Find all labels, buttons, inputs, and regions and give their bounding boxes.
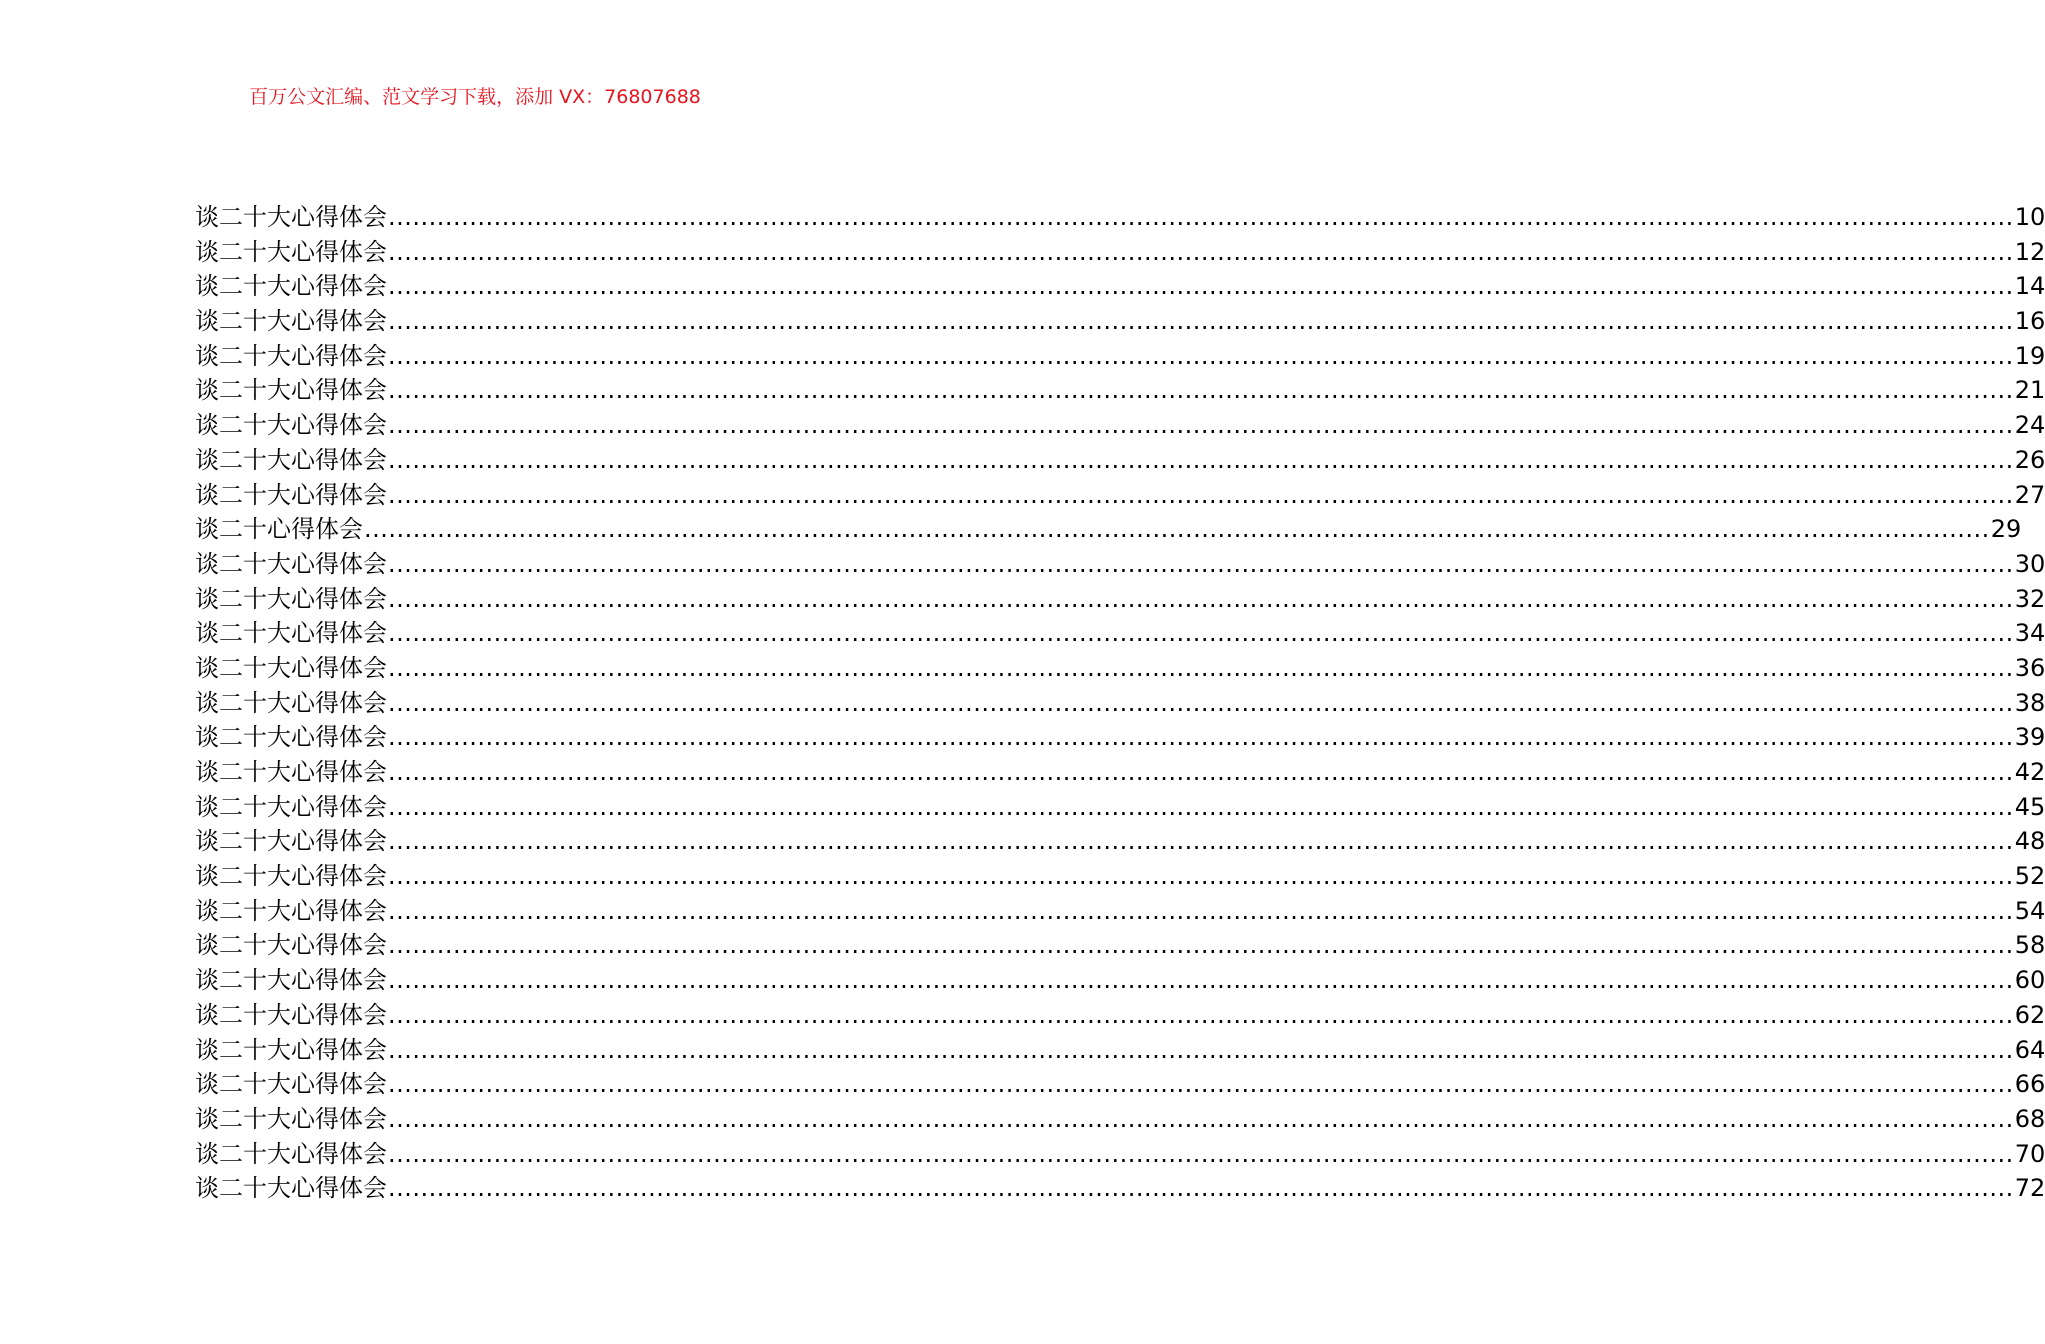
toc-entry-page-number: 48	[2014, 827, 2045, 856]
toc-entry[interactable]	[195, 651, 2045, 686]
toc-dot-leader: ........................................................................................................................................................................................................	[388, 203, 2014, 231]
toc-entry[interactable]	[195, 790, 2045, 825]
toc-entry-title: 谈二十大心得体会	[195, 584, 387, 613]
toc-entry[interactable]	[195, 373, 2045, 408]
toc-entry-title: 谈二十大心得体会	[195, 966, 387, 995]
toc-entry[interactable]	[195, 824, 2045, 859]
toc-entry-page-number: 70	[2014, 1139, 2045, 1168]
toc-dot-leader: ........................................................................................................................................................................................................	[388, 896, 2014, 925]
toc-dot-leader: ........................................................................................................................................................................................................	[388, 584, 2014, 613]
toc-entry[interactable]	[195, 339, 2045, 374]
toc-entry-title: 谈二十大心得体会	[195, 445, 387, 474]
toc-dot-leader: ........................................................................................................................................................................................................	[388, 931, 2014, 960]
toc-entry[interactable]	[195, 859, 2045, 894]
toc-entry-title: 谈二十大心得体会	[195, 619, 387, 648]
toc-dot-leader: ........................................................................................................................................................................................................	[388, 827, 2014, 856]
toc-entry-page-number: 26	[2014, 445, 2045, 474]
toc-entry-title: 谈二十大心得体会	[195, 758, 387, 786]
toc-entry[interactable]	[195, 582, 2045, 617]
toc-dot-leader: ........................................................................................................................................................................................................	[388, 549, 2014, 578]
toc-dot-leader: ........................................................................................................................................................................................................	[388, 1104, 2014, 1133]
toc-entry-page-number: 54	[2014, 896, 2045, 925]
toc-entry-title: 谈二十大心得体会	[195, 688, 387, 717]
toc-entry-title: 谈二十大心得体会	[195, 237, 387, 266]
toc-entry[interactable]	[195, 1067, 2045, 1102]
toc-entry[interactable]	[195, 998, 2045, 1033]
toc-entry-title: 谈二十大心得体会	[195, 411, 387, 440]
toc-entry[interactable]	[195, 235, 2045, 270]
toc-entry-page-number: 58	[2014, 931, 2045, 960]
toc-dot-leader: ........................................................................................................................................................................................................	[388, 480, 2014, 509]
toc-entry[interactable]	[195, 200, 2045, 235]
toc-entry-title: 谈二十大心得体会	[195, 723, 387, 752]
toc-entry[interactable]	[195, 1171, 2045, 1206]
toc-entry[interactable]	[195, 408, 2045, 443]
toc-entry-title: 谈二十大心得体会	[195, 1070, 387, 1099]
toc-entry-title: 谈二十大心得体会	[195, 653, 387, 682]
toc-dot-leader: ........................................................................................................................................................................................................	[388, 1139, 2014, 1168]
toc-entry-title: 谈二十大心得体会	[195, 896, 387, 925]
toc-entry-title: 谈二十大心得体会	[195, 1174, 387, 1203]
toc-entry[interactable]	[195, 720, 2045, 755]
toc-entry-page-number: 29	[1990, 515, 2022, 544]
toc-entry[interactable]	[195, 547, 2045, 582]
toc-entry[interactable]	[195, 1137, 2045, 1172]
toc-entry[interactable]	[195, 269, 2045, 304]
toc-dot-leader: ........................................................................................................................................................................................................	[388, 445, 2014, 474]
toc-entry-title: 谈二十大心得体会	[195, 307, 387, 336]
toc-dot-leader: ........................................................................................................................................................................................................	[388, 341, 2014, 370]
toc-entry-page-number: 14	[2014, 272, 2045, 301]
table-of-contents	[195, 200, 2045, 1206]
toc-entry-title: 谈二十大心得体会	[195, 931, 387, 960]
toc-entry-title: 谈二十大心得体会	[195, 341, 387, 370]
toc-entry[interactable]	[195, 304, 2045, 339]
toc-entry-page-number: 72	[2014, 1174, 2045, 1203]
toc-entry-title: 谈二十大心得体会	[195, 827, 387, 856]
toc-entry-page-number: 19	[2014, 341, 2045, 370]
toc-entry-title: 谈二十大心得体会	[195, 480, 387, 509]
toc-entry-page-number: 24	[2014, 411, 2045, 440]
toc-entry-page-number: 27	[2014, 480, 2045, 509]
toc-dot-leader: ........................................................................................................................................................................................................	[388, 1000, 2014, 1029]
toc-entry-page-number: 64	[2014, 1035, 2045, 1064]
toc-dot-leader: ........................................................................................................................................................................................................	[388, 688, 2014, 717]
toc-dot-leader: ........................................................................................................................................................................................................	[388, 1070, 2014, 1099]
toc-entry-title: 谈二十大心得体会	[195, 1104, 387, 1133]
toc-entry[interactable]	[195, 443, 2045, 478]
toc-entry-page-number: 62	[2014, 1000, 2045, 1029]
toc-entry[interactable]	[195, 928, 2045, 963]
toc-entry-page-number: 68	[2014, 1104, 2045, 1133]
toc-entry-title: 谈二十大心得体会	[195, 792, 387, 821]
toc-entry[interactable]	[195, 755, 2045, 790]
toc-dot-leader: ........................................................................................................................................................................................................	[388, 723, 2014, 752]
toc-entry-title: 谈二十心得体会	[195, 515, 363, 544]
toc-entry-page-number: 42	[2014, 758, 2045, 786]
toc-entry-title: 谈二十大心得体会	[195, 272, 387, 301]
toc-entry[interactable]	[195, 686, 2045, 721]
toc-entry[interactable]	[195, 963, 2045, 998]
toc-entry-title: 谈二十大心得体会	[195, 1000, 387, 1029]
toc-dot-leader: ........................................................................................................................................................................................................	[388, 411, 2014, 440]
toc-entry-title: 谈二十大心得体会	[195, 203, 387, 231]
toc-entry[interactable]	[195, 616, 2045, 651]
toc-dot-leader: ........................................................................................................................................................................................................	[388, 653, 2014, 682]
toc-entry-page-number: 12	[2014, 237, 2045, 266]
toc-entry[interactable]	[195, 1102, 2045, 1137]
toc-dot-leader: ........................................................................................................................................................................................................	[388, 619, 2014, 648]
toc-dot-leader: ........................................................................................................................................................................................................	[364, 515, 1990, 544]
toc-entry-page-number: 34	[2014, 619, 2045, 648]
toc-entry-page-number: 60	[2014, 966, 2045, 995]
toc-dot-leader: ........................................................................................................................................................................................................	[388, 966, 2014, 995]
toc-dot-leader: ........................................................................................................................................................................................................	[388, 792, 2014, 821]
toc-dot-leader: ........................................................................................................................................................................................................	[388, 272, 2014, 301]
toc-entry-page-number: 21	[2014, 376, 2045, 405]
toc-dot-leader: ........................................................................................................................................................................................................	[388, 862, 2014, 891]
toc-dot-leader: ........................................................................................................................................................................................................	[388, 237, 2014, 266]
toc-entry-page-number: 39	[2014, 723, 2045, 752]
toc-entry-title: 谈二十大心得体会	[195, 862, 387, 891]
toc-entry-page-number: 66	[2014, 1070, 2045, 1099]
toc-entry[interactable]	[195, 512, 2022, 547]
toc-entry-title: 谈二十大心得体会	[195, 376, 387, 405]
toc-entry-page-number: 52	[2014, 862, 2045, 891]
toc-entry-page-number: 45	[2014, 792, 2045, 821]
toc-entry-page-number: 38	[2014, 688, 2045, 717]
toc-entry[interactable]	[195, 894, 2045, 929]
header-note: 百万公文汇编、范文学习下载，添加 VX：76807688	[249, 86, 701, 108]
toc-entry-title: 谈二十大心得体会	[195, 1035, 387, 1064]
toc-dot-leader: ........................................................................................................................................................................................................	[388, 1174, 2014, 1203]
toc-entry-page-number: 16	[2014, 307, 2045, 336]
toc-entry-page-number: 32	[2014, 584, 2045, 613]
toc-entry-title: 谈二十大心得体会	[195, 1139, 387, 1168]
toc-dot-leader: ........................................................................................................................................................................................................	[388, 307, 2014, 336]
toc-entry-title: 谈二十大心得体会	[195, 549, 387, 578]
toc-entry[interactable]	[195, 478, 2045, 513]
toc-dot-leader: ........................................................................................................................................................................................................	[388, 376, 2014, 405]
toc-entry-page-number: 36	[2014, 653, 2045, 682]
toc-entry-page-number: 30	[2014, 549, 2045, 578]
toc-dot-leader: ........................................................................................................................................................................................................	[388, 758, 2014, 786]
toc-dot-leader: ........................................................................................................................................................................................................	[388, 1035, 2014, 1064]
toc-entry-page-number: 10	[2014, 203, 2045, 231]
toc-entry[interactable]	[195, 1033, 2045, 1068]
